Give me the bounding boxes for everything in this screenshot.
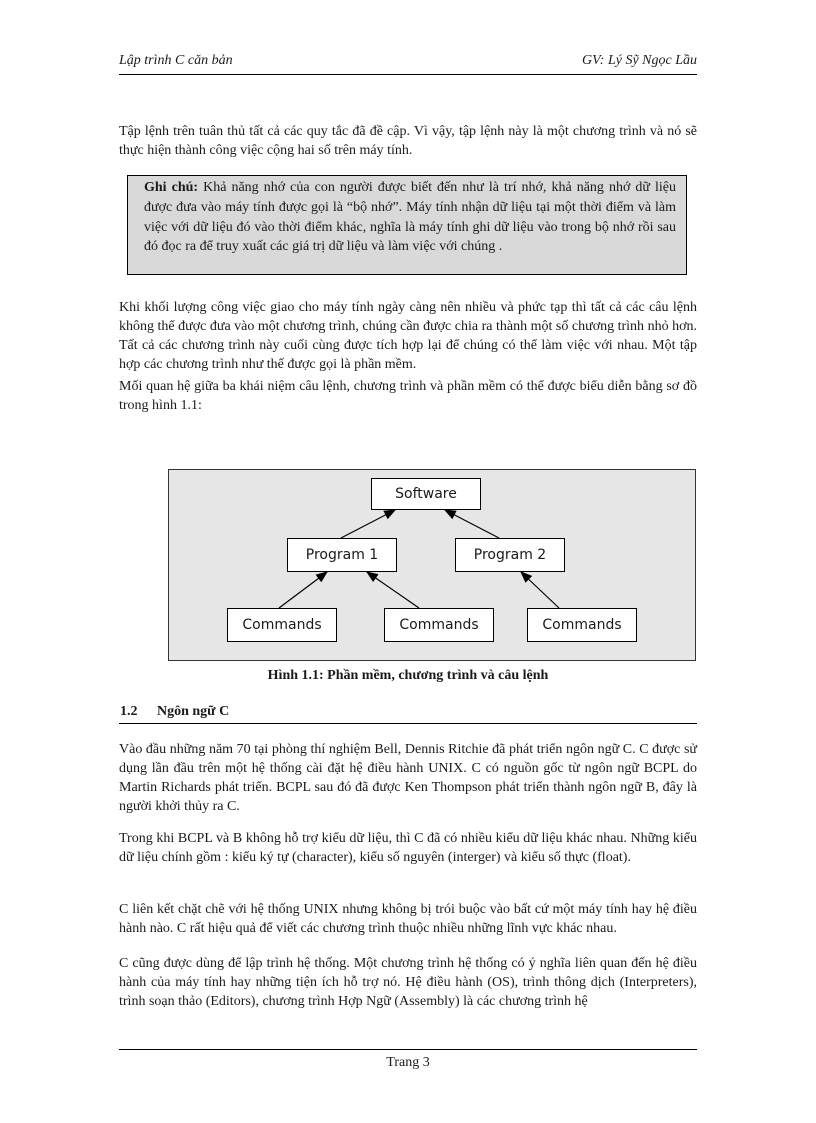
note-label: Ghi chú: xyxy=(144,180,199,195)
arrow-commands3-to-program2 xyxy=(521,572,559,608)
node-program-1: Program 1 xyxy=(287,538,397,572)
node-software: Software xyxy=(371,478,481,510)
arrow-program1-to-software xyxy=(341,510,395,538)
note-text: Khả năng nhớ của con người được biết đến như là trí nhớ, khả năng nhớ dữ liệu được đưa vào máy tính được gọi là “bộ nhớ”. Máy tính nhận dữ liệu tại một thời điểm và làm việc với dữ liệu đó vào thời điểm khác, nghĩa là máy tính ghi dữ liệu vào trong bộ nhớ rồi sau đó đọc ra để truy xuất các giá trị dữ liệu và làm việc với chúng . xyxy=(144,180,677,255)
node-commands-2: Commands xyxy=(384,608,494,642)
arrow-program2-to-software xyxy=(445,510,499,538)
page-header xyxy=(119,52,697,75)
arrow-commands1-to-program1 xyxy=(279,572,327,608)
paragraph-c-unix: C liên kết chặt chẽ với hệ thống UNIX nhưng không bị trói buộc vào bất cứ một máy tính hay hệ điều hành nào. C rất hiệu quả để viết các chương trình thuộc nhiều những lĩnh vực khác nhau. xyxy=(119,902,697,936)
paragraph-relation: Mối quan hệ giữa ba khái niệm câu lệnh, chương trình và phần mềm có thể được biểu diễn bằng sơ đồ trong hình 1.1: xyxy=(119,379,697,413)
paragraph-intro: Tập lệnh trên tuân thủ tất cả các quy tắc đã đề cập. Vì vậy, tập lệnh này là một chương trình và nó sẽ thực hiện thành công việc cộng hai số trên máy tính. xyxy=(119,124,697,158)
figure-software-diagram xyxy=(168,469,696,661)
node-program-2: Program 2 xyxy=(455,538,565,572)
header-instructor: GV: Lý Sỹ Ngọc Lầu xyxy=(582,53,697,68)
note-box xyxy=(127,175,687,275)
section-number: 1.2 xyxy=(120,704,138,719)
arrow-commands2-to-program1 xyxy=(367,572,419,608)
page-number: Trang 3 xyxy=(386,1055,430,1070)
paragraph-c-types: Trong khi BCPL và B không hỗ trợ kiểu dữ liệu, thì C đã có nhiều kiểu dữ liệu khác nhau. Những kiểu dữ liệu chính gồm : kiểu ký tự (character), kiểu số nguyên (interger) và kiểu số thực (float). xyxy=(119,831,697,865)
node-commands-1: Commands xyxy=(227,608,337,642)
header-course-title: Lập trình C căn bản xyxy=(119,53,233,68)
paragraph-c-system: C cũng được dùng để lập trình hệ thống. Một chương trình hệ thống có ý nghĩa liên quan đến hệ điều hành của máy tính hay những tiện ích hỗ trợ nó. Hệ điều hành (OS), trình thông dịch (Interpreters), trình soạn thảo (Editors), chương trình Hợp Ngữ (Assembly) là các chương trình hệ xyxy=(119,956,697,1009)
paragraph-c-origin: Vào đầu những năm 70 tại phòng thí nghiệm Bell, Dennis Ritchie đã phát triển ngôn ngữ C. C được sử dụng lần đầu trên một hệ thống cài đặt hệ điều hành UNIX. C có nguồn gốc từ ngôn ngữ BCPL do Martin Richards phát triển. BCPL sau đó đã được Ken Thompson phát triển thành ngôn ngữ B, đây là người khởi thủy ra C. xyxy=(119,742,697,814)
paragraph-workload: Khi khối lượng công việc giao cho máy tính ngày càng nên nhiều và phức tạp thì tất cả các câu lệnh không thể được đưa vào một chương trình, chúng cần được chia ra thành một số chương trình nhỏ hơn. Tất cả các chương trình này cuối cùng được tích hợp lại để chúng có thể làm việc với nhau. Một tập hợp các chương trình như thế được gọi là phần mềm. xyxy=(119,300,697,372)
section-title: Ngôn ngữ C xyxy=(157,704,230,719)
section-heading xyxy=(119,704,697,724)
footer-divider xyxy=(119,1049,697,1050)
node-commands-3: Commands xyxy=(527,608,637,642)
figure-caption: Hình 1.1: Phần mềm, chương trình và câu lệnh xyxy=(267,668,549,683)
